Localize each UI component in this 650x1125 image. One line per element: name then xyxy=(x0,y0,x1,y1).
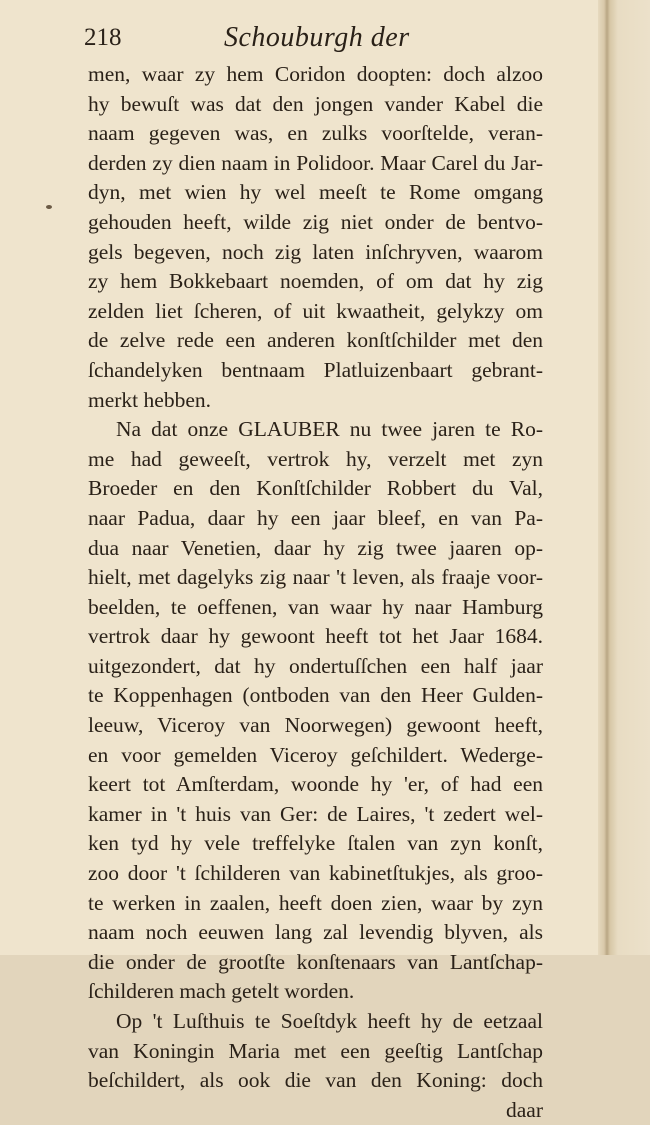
text-line: zoo door 't ſchilderen van kabinetſtukjes, als groo- xyxy=(88,861,543,886)
text-line: zelden liet ſcheren, of uit kwaatheit, gelykzy om xyxy=(88,298,543,323)
text-line: derden zy dien naam in Polidoor. Maar Carel du Jar- xyxy=(88,150,543,175)
text-line: te werken in zaalen, heeft doen zien, waar by zyn xyxy=(88,890,543,915)
text-line: dyn, met wien hy wel meeſt te Rome omgang xyxy=(88,180,543,205)
text-line: ken tyd hy vele treffelyke ſtalen van zyn konſt, xyxy=(88,831,543,856)
text-line: Broeder en den Konſtſchilder Robbert du Val, xyxy=(88,476,543,501)
text-line: ſchandelyken bentnaam Platluizenbaart gebrant- xyxy=(88,357,543,382)
text-line: te Koppenhagen (ontboden van den Heer Gulden- xyxy=(88,683,543,708)
text-line: merkt hebben. xyxy=(88,387,211,412)
text-line: van Koningin Maria met een geeſtig Lantſchap xyxy=(88,1038,543,1063)
text-line: me had geweeſt, vertrok hy, verzelt met zyn xyxy=(88,446,543,471)
catchword: daar xyxy=(506,1097,543,1122)
text-line: Op 't Luſthuis te Soeſtdyk heeft hy de eetzaal xyxy=(116,1009,543,1033)
text-line: zy hem Bokkebaart noemden, of om dat hy zig xyxy=(88,269,543,294)
page-header xyxy=(84,16,544,56)
text-line: en voor gemelden Viceroy geſchildert. Wederge- xyxy=(88,742,543,767)
text-line: gehouden heeft, wilde zig niet onder de bentvo- xyxy=(88,209,543,234)
text-line: hy bewuſt was dat den jongen vander Kabel die xyxy=(88,91,543,116)
text-line: naar Padua, daar hy een jaar bleef, en van Pa- xyxy=(88,505,543,530)
page-number: 218 xyxy=(84,24,122,51)
text-line: die onder de grootſte konſtenaars van Lantſchap- xyxy=(88,949,543,974)
running-title: Schouburgh der xyxy=(224,22,410,53)
text-line: dua naar Venetien, daar hy zig twee jaaren op- xyxy=(88,535,543,560)
text-line: beſchildert, als ook die van den Koning: doch xyxy=(88,1068,543,1093)
book-gutter xyxy=(598,0,650,955)
text-line: ſchilderen mach getelt worden. xyxy=(88,979,355,1004)
text-line: naam gegeven was, en zulks voorſtelde, veran- xyxy=(88,121,543,146)
margin-mark xyxy=(46,205,52,209)
text-line: beelden, te oeffenen, van waar hy naar Hamburg xyxy=(88,594,543,619)
text-line: Na dat onze GLAUBER nu twee jaren te Ro- xyxy=(116,417,543,442)
text-line: de zelve rede een anderen konſtſchilder met den xyxy=(88,328,543,353)
body-text xyxy=(88,60,543,1125)
text-line: keert tot Amſterdam, woonde hy 'er, of had een xyxy=(88,772,543,797)
text-line: uitgezondert, dat hy ondertuſſchen een half jaar xyxy=(88,653,543,678)
text-line: leeuw, Viceroy van Noorwegen) gewoont heeft, xyxy=(88,713,543,738)
text-line: gels begeven, noch zig laten inſchryven, waarom xyxy=(88,239,543,264)
text-line: naam noch eeuwen lang zal levendig blyven, als xyxy=(88,920,543,945)
text-line: men, waar zy hem Coridon doopten: doch alzoo xyxy=(88,62,543,86)
text-line: hielt, met dagelyks zig naar 't leven, als fraaje voor- xyxy=(88,565,543,590)
text-line: kamer in 't huis van Ger: de Laires, 't zedert wel- xyxy=(88,801,543,826)
text-line: vertrok daar hy gewoont heeft tot het Jaar 1684. xyxy=(88,624,543,649)
